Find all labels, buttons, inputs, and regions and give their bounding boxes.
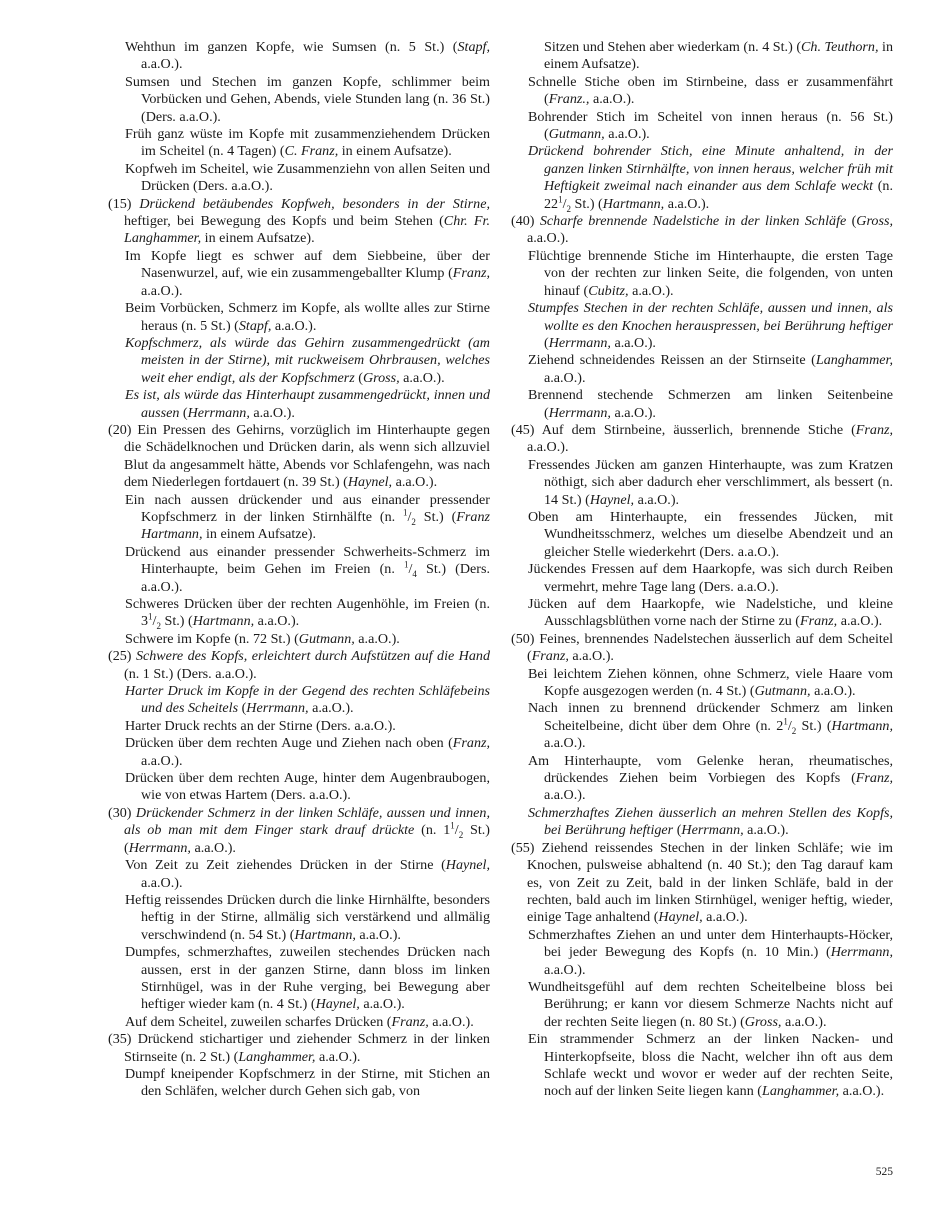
entry-text: a.a.O.). (544, 961, 586, 978)
symptom-entry (511, 109, 893, 144)
entry-text: Am Hinterhaupte, vom Gelenke heran, rheumatisches, drückendes Ziehen beim Vorbiegen des Kopfs ( (528, 752, 893, 787)
entry-text: Dumpf kneipender Kopfschmerz in der Stirne, mit Stichen an den Schläfen, welcher durch Gehen sich gab, von (125, 1065, 490, 1100)
italic-text: Franz, (799, 613, 838, 630)
italic-text: Franz., (548, 91, 590, 108)
symptom-entry (511, 74, 893, 109)
italic-text: Schmerzhaftes Ziehen äusserlich an mehren Stellen des Kopfs, bei Berührung heftiger (528, 804, 893, 839)
italic-text: Stapf, (457, 39, 490, 55)
entry-text: St.) (Ders. a.a.O.). (141, 561, 490, 595)
symptom-entry (108, 683, 490, 718)
symptom-entry (511, 509, 893, 561)
symptom-entry (108, 422, 490, 492)
entry-text: Schnelle Stiche oben im Stirnbeine, dass er zusammenfährt ( (528, 73, 893, 108)
entry-text: a.a.O.). (839, 1083, 885, 1100)
symptom-entry (108, 196, 490, 248)
entry-text: a.a.O.). (141, 752, 183, 769)
entry-text: in einem Aufsatze). (338, 143, 452, 160)
italic-text: Gross, (362, 369, 400, 386)
entry-text: ( (354, 369, 363, 386)
italic-text: Gross, (856, 213, 893, 230)
entry-text: Nach innen zu brennend drückender Schmerz am linken Scheitelbeine, dicht über dem Ohre (n. 2 (528, 700, 893, 734)
entry-text: Drückend stichartiger und ziehender Schmerz in der linken Stirnseite (n. 2 St.) ( (124, 1031, 490, 1065)
entry-text: Bohrender Stich im Scheitel von innen heraus (n. 56 St.) ( (528, 108, 893, 143)
italic-text: Franz, (452, 265, 490, 282)
entry-text: Ziehend schneidendes Reissen an der Stirnseite ( (528, 352, 816, 369)
entry-text: St.) ( (160, 613, 193, 630)
italic-text: Hartmann, (831, 717, 893, 734)
entry-text: a.a.O.). (610, 404, 656, 421)
entry-text: St.) ( (571, 195, 603, 212)
entry-text: a.a.O.). (428, 1013, 474, 1030)
entry-text: (n. 1 St.) (Ders. a.a.O.). (124, 665, 257, 682)
entry-text: a.a.O.). (604, 126, 650, 143)
entry-text: ( (544, 334, 549, 351)
entry-text: in einem Aufsatze). (201, 230, 315, 247)
symptom-entry (511, 422, 893, 457)
entry-number: (45) (511, 421, 542, 438)
symptom-entry (108, 944, 490, 1014)
entry-text: a.a.O.). (810, 683, 856, 700)
entry-text: Wehthun im ganzen Kopfe, wie Sumsen (n. 5 St.) ( (125, 39, 458, 55)
entry-text: Schwere im Kopfe (n. 72 St.) ( (125, 630, 299, 647)
entry-text: (n. 1 (414, 822, 451, 839)
symptom-entry (511, 631, 893, 666)
italic-text: Haynel, (658, 909, 703, 926)
entry-text: Dumpfes, schmerzhaftes, zuweilen stechendes Drücken nach aussen, erst in der ganzen Stirne, dann bloss im linken Stirnhügel, was in der Ruhe verging, bei Bewegung aber heftiger wieder kam (n. 4 St.) ( (125, 944, 490, 1013)
italic-text: Hartmann, (192, 613, 255, 630)
entry-text: a.a.O.). (254, 613, 300, 630)
symptom-entry (108, 718, 490, 735)
italic-text: Kopfschmerz, als würde das Gehirn zusammengedrückt (am meisten in der Stirne), mit ruckweisem Ohrbrausen, welches weit eher endigt, als der Kopfschmerz (125, 334, 490, 386)
entry-text: Oben am Hinterhaupte, ein fressendes Jücken, mit Wundheitsschmerz, welches um dieselbe Abendzeit und an gleicher Stelle wiederkehrt (Ders. a.a.O.). (528, 508, 893, 560)
symptom-entry (108, 161, 490, 196)
symptom-entry (511, 700, 893, 752)
italic-text: Haynel, (445, 857, 490, 874)
italic-text: Schwere des Kopfs, erleichtert durch Aufstützen auf die Hand (135, 648, 490, 665)
symptom-entry (108, 596, 490, 631)
italic-text: Drückend bohrender Stich, eine Minute anhaltend, in der ganzen linken Stirnhälfte, von innen heraus, welcher früh mit Heftigkeit zweimal nach einander aus dem Schlafe weckt (528, 143, 893, 195)
symptom-entry (108, 805, 490, 857)
italic-text: Langhammer, (815, 352, 893, 369)
entry-number: (55) (511, 839, 542, 856)
italic-text: Herrmann, (187, 404, 250, 421)
symptom-entry (108, 631, 490, 648)
entry-text: a.a.O.). (544, 369, 586, 386)
italic-text: Stumpfes Stechen in der rechten Schläfe, aussen und innen, als wollte es den Knochen herauspressen, bei Berührung heftiger (528, 300, 893, 334)
entry-text: a.a.O.). (568, 648, 614, 665)
entry-text: Bei leichtem Ziehen können, ohne Schmerz, viele Haare vom Kopfe ausgezogen werden (n. 4 St.) ( (528, 665, 893, 700)
entry-text: Früh ganz wüste im Kopfe mit zusammenziehendem Drücken im Scheitel (n. 4 Tagen) ( (125, 126, 490, 160)
italic-text: Harter Druck im Kopfe in der Gegend des rechten Schläfebeins und des Scheitels (125, 683, 490, 717)
symptom-entry (108, 857, 490, 892)
fraction: $^1/_2$ (558, 193, 572, 214)
entry-text: Ein strammender Schmerz an der linken Nacken- und Hinterkopfseite, bloss die Nacht, welcher ihn oft aus dem Schlafe weckt und wovor er weder auf der rechten Seite, noch auf der linken Seite liegen kann ( (528, 1031, 893, 1100)
italic-text: Haynel, (315, 996, 360, 1013)
symptom-entry (108, 770, 490, 805)
entry-text: Brennend stechende Schmerzen am linken Seitenbeine ( (528, 387, 893, 421)
entry-text: a.a.O.). (308, 700, 354, 717)
symptom-entry (511, 457, 893, 509)
italic-text: Herrmann, (548, 334, 611, 351)
symptom-entry (108, 126, 490, 161)
italic-text: Drückend betäubendes Kopfweh, besonders in der Stirne, (139, 195, 490, 212)
symptom-entry (511, 753, 893, 805)
entry-text: St.) ( (124, 822, 491, 856)
symptom-entry (108, 892, 490, 944)
symptom-entry (108, 39, 490, 74)
entry-text: Drücken über dem rechten Auge, hinter dem Augenbraubogen, wie von etwas Hartem (Ders. a.a.O.). (125, 770, 490, 804)
entry-text: ( (179, 404, 188, 421)
entry-text: a.a.O.). (249, 404, 295, 421)
entry-text: Flüchtige brennende Stiche im Hinterhaupte, die ersten Tage von der rechten zur linken Seite, die folgenden, von unten hinauf ( (528, 247, 893, 299)
entry-text: Harter Druck rechts an der Stirne (Ders. a.a.O.). (125, 717, 396, 734)
italic-text: Franz, (391, 1013, 429, 1030)
entry-text: in einem Aufsatze). (202, 526, 316, 543)
entry-text: a.a.O.). (664, 195, 710, 212)
entry-text: a.a.O.). (354, 630, 400, 647)
entry-text: Schweres Drücken über der rechten Augenhöhle, im Freien (n. 3 (125, 596, 490, 630)
entry-text: Ziehend reissendes Stechen in der linken Schläfe; wie im Knochen, pulsweise abhaltend (n. 40 St.); den Tag darauf kam es, von Zeit zu Zeit, bald in der linken Schläfe, bald in der rechten, bald auch im linken Stirnhügel, weniger heftig, wieder, einige Tage anhaltend ( (527, 839, 893, 926)
entry-text: a.a.O.). (141, 874, 183, 891)
entry-text: heftiger, bei Bewegung des Kopfs und beim Stehen ( (124, 213, 444, 230)
symptom-entry (511, 143, 893, 213)
entry-text: a.a.O.). (702, 909, 748, 926)
symptom-entry (511, 387, 893, 422)
italic-text: Haynel, (347, 474, 393, 491)
symptom-entry (511, 561, 893, 596)
fraction: $^1/_2$ (148, 611, 161, 632)
symptom-entry (108, 74, 490, 126)
entry-text: Wundheitsgefühl auf dem rechten Scheitelbeine bloss bei Berührung; er kann vor diesem Schmerze Nachts nicht auf der rechten Seite liegen (n. 80 St.) ( (528, 978, 893, 1030)
entry-number: (35) (108, 1031, 138, 1048)
entry-text: a.a.O.). (141, 56, 183, 73)
symptom-entry (511, 979, 893, 1031)
entry-number: (40) (511, 213, 540, 230)
entry-text: Ein nach aussen drückender und aus einander pressender Kopfschmerz in der linken Stirnhälfte (n. (125, 491, 490, 525)
entry-text: Drücken über dem rechten Auge und Ziehen nach oben ( (125, 735, 453, 752)
symptom-entry (511, 352, 893, 387)
italic-text: Franz, (855, 421, 893, 438)
entry-text: a.a.O.). (190, 839, 236, 856)
italic-text: Franz, (855, 770, 893, 787)
entry-text: a.a.O.). (544, 735, 586, 752)
italic-text: Chr. Fr. Langhammer, (124, 213, 490, 247)
entry-text: a.a.O.). (271, 317, 317, 334)
italic-text: Es ist, als würde das Hinterhaupt zusammengedrückt, innen und aussen (125, 387, 490, 421)
symptom-entry (108, 1014, 490, 1031)
entry-text: Drückend aus einander pressender Schwerheits-Schmerz im Hinterhaupte, beim Gehen im Freien (n. (125, 543, 490, 578)
entry-text: Sumsen und Stechen im ganzen Kopfe, schlimmer beim Vorbücken und Gehen, Abends, viele Stunden lang (n. 36 St.) (Ders. a.a.O.). (125, 73, 490, 125)
entry-text: a.a.O.). (610, 334, 656, 351)
symptom-entry (108, 544, 490, 596)
entry-text: a.a.O.). (781, 1013, 827, 1030)
entry-number: (15) (108, 195, 140, 212)
entry-text: a.a.O.). (392, 474, 438, 491)
fraction: $^1/_2$ (403, 507, 416, 527)
italic-text: Hartmann, (602, 195, 665, 212)
entry-text: ( (846, 213, 857, 230)
entry-text: a.a.O.). (589, 91, 635, 108)
entry-text: a.a.O.). (628, 282, 674, 299)
symptom-entry (108, 387, 490, 422)
entry-text: St.) ( (415, 508, 457, 525)
symptom-entry (511, 1031, 893, 1101)
italic-text: Herrmann, (128, 839, 191, 856)
entry-number: (25) (108, 648, 136, 665)
entry-text: Sitzen und Stehen aber wiederkam (n. 4 St.) ( (544, 39, 802, 55)
italic-text: Drückender Schmerz in der linken Schläfe, aussen und innen, als ob man mit dem Finger stark drauf drückte (124, 804, 490, 839)
symptom-entry (108, 300, 490, 335)
symptom-entry (108, 1066, 490, 1101)
entry-text: Im Kopfe liegt es schwer auf dem Siebbeine, über der Nasenwurzel, auf, wie ein zusammengeballter Klump ( (125, 247, 490, 282)
italic-text: Herrmann, (548, 404, 611, 421)
entry-text: Jückendes Fressen auf dem Haarkopfe, was sich durch Reiben vermehrt, mehre Tage lang (Ders. a.a.O.). (528, 561, 893, 595)
symptom-entry (511, 927, 893, 979)
italic-text: Hartmann, (294, 926, 356, 943)
italic-text: Cubitz, (588, 282, 629, 299)
symptom-entry (108, 735, 490, 770)
entry-text: a.a.O.). (527, 439, 569, 456)
fraction: $^1/_2$ (783, 716, 797, 736)
right-column (511, 39, 893, 1101)
italic-text: C. Franz, (284, 143, 339, 160)
entry-number: (30) (108, 804, 136, 821)
italic-text: Stapf, (238, 317, 272, 334)
entry-text: Jücken auf dem Haarkopfe, wie Nadelstiche, und kleine Ausschlagsblüthen vorne nach der Stirne zu ( (528, 596, 893, 630)
italic-text: Franz, (531, 648, 569, 665)
fraction: $^1/_2$ (450, 820, 464, 841)
symptom-entry (511, 840, 893, 927)
entry-text: a.a.O.). (359, 996, 405, 1013)
entry-text: St.) ( (796, 717, 832, 734)
entry-text: Heftig reissendes Drücken durch die linke Hirnhälfte, besonders heftig in der Stirne, allmälig sich verstärkend und allmälig verschwindend (n. 54 St.) ( (125, 891, 490, 943)
page-number: 525 (875, 1166, 893, 1178)
entry-text: Kopfweh im Scheitel, wie Zusammenziehn von allen Seiten und Drücken (Ders. a.a.O.). (125, 160, 490, 195)
italic-text: Scharfe brennende Nadelstiche in der linken Schläfe (539, 213, 847, 230)
symptom-entry (108, 492, 490, 544)
entry-number: (50) (511, 630, 540, 647)
italic-text: Herrmann, (830, 944, 893, 961)
entry-text: Von Zeit zu Zeit ziehendes Drücken in der Stirne ( (125, 857, 446, 874)
entry-text: Ein Pressen des Gehirns, vorzüglich im Hinterhaupte gegen die Schädelknochen und Drücken darin, als wenn sich allzuviel Blut da angesammelt hätte, Abends vor Schlafengehn, was nach dem Niederlegen fortdauert (n. 39 St.) ( (124, 421, 490, 491)
italic-text: Langhammer, (238, 1048, 316, 1065)
symptom-entry (511, 805, 893, 840)
entry-text: ( (238, 700, 247, 717)
italic-text: Ch. Teuthorn, (801, 39, 879, 55)
entry-text: ( (673, 822, 682, 839)
italic-text: Gutmann, (298, 630, 355, 647)
entry-text: Auf dem Scheitel, zuweilen scharfes Drücken ( (125, 1013, 392, 1030)
symptom-entry (511, 596, 893, 631)
entry-text: a.a.O.). (634, 491, 680, 508)
entry-text: Schmerzhaftes Ziehen an und unter dem Hinterhaupts-Höcker, bei jeder Bewegung des Kopfs (n. 10 Min.) ( (528, 926, 893, 961)
entry-text: a.a.O.). (399, 369, 445, 386)
symptom-entry (108, 1031, 490, 1066)
symptom-entry (108, 648, 490, 683)
entry-text: Fressendes Jücken am ganzen Hinterhaupte, was zum Kratzen nöthigt, sich aber dadurch eher verschlimmert, als bessert (n. 14 St.) ( (528, 456, 893, 508)
entry-text: a.a.O.). (837, 613, 883, 630)
italic-text: Gutmann, (754, 683, 811, 700)
entry-text: a.a.O.). (527, 230, 569, 247)
entry-text: a.a.O.). (544, 787, 586, 804)
symptom-entry (511, 248, 893, 300)
entry-text: Feines, brennendes Nadelstechen äusserlich auf dem Scheitel ( (527, 630, 893, 665)
symptom-entry (511, 666, 893, 701)
symptom-entry (511, 39, 893, 74)
entry-text: in einem Aufsatze). (544, 39, 894, 73)
entry-text: Beim Vorbücken, Schmerz im Kopfe, als wollte alles zur Stirne heraus (n. 5 St.) ( (125, 300, 490, 334)
italic-text: Langhammer, (762, 1083, 840, 1100)
italic-text: Franz Hartmann, (141, 508, 490, 543)
italic-text: Franz, (452, 735, 490, 752)
entry-text: Auf dem Stirnbeine, äusserlich, brennende Stiche ( (541, 421, 856, 438)
left-column (108, 39, 490, 1101)
italic-text: Gutmann, (548, 126, 605, 143)
entry-text: a.a.O.). (141, 282, 183, 299)
symptom-entry (511, 213, 893, 248)
entry-text: a.a.O.). (743, 822, 789, 839)
entry-text: (n. 22 (544, 178, 893, 212)
symptom-entry (108, 248, 490, 300)
italic-text: Herrmann, (246, 700, 309, 717)
entry-text: a.a.O.). (315, 1048, 361, 1065)
italic-text: Herrmann, (681, 822, 744, 839)
symptom-entry (511, 300, 893, 352)
italic-text: Haynel, (589, 491, 635, 508)
fraction: $^1/_4$ (404, 559, 417, 579)
entry-number: (20) (108, 421, 138, 438)
symptom-entry (108, 335, 490, 387)
italic-text: Gross, (744, 1013, 782, 1030)
entry-text: a.a.O.). (355, 926, 401, 943)
